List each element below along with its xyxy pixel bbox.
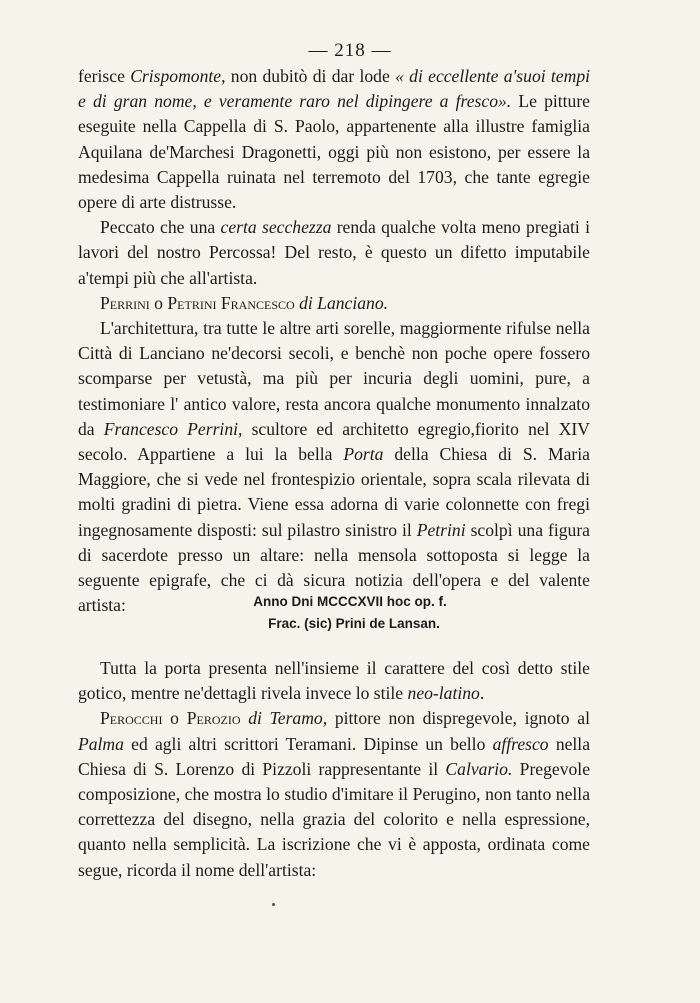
smallcaps-name: Perozio (186, 708, 241, 729)
italic-run: Palma (78, 733, 124, 754)
italic-run: Porta (343, 444, 384, 465)
inscription-line-1: Anno Dni MCCCXVII hoc op. f. (253, 594, 447, 609)
text-run: non dubitò di dar lode (225, 66, 396, 86)
text-run: Le pitture eseguite nella Cappella di S. Paolo, appartenente alla illustre famiglia Aquilana de'Marchesi Dragonetti, oggi più non esistono, per essere la medesima Cappella ruinata nel terremoto del 1703, che tante egregie opere di arte distrusse. (78, 91, 590, 213)
text-run: nella Chiesa di S. Lorenzo di Pizzoli rappresentante il (78, 733, 591, 779)
text-run: L'architettura, tra tutte le altre arti sorelle, maggiormente rifulse nella Città di Lanciano ne'decorsi secoli, e benchè non poche opere fossero scomparse per vetustà, ma più per incuria degli uomini, pure, a testimoniare l' antico valore, resta ancora qualche monumento innalzato da (78, 318, 590, 439)
inscription-epigraph (0, 591, 700, 635)
text-run: renda qualche volta meno pregiati i lavori del nostro Percossa! Del resto, è questo un difetto imputabile a'tempi più che all'artista. (78, 217, 591, 288)
text-run: . (479, 683, 485, 704)
italic-run: neo-latino (407, 683, 480, 704)
text-block-top (78, 64, 590, 618)
text-block-bottom (78, 656, 590, 883)
page-number: — 218 — (308, 40, 392, 61)
smallcaps-name: Perrini (100, 292, 150, 313)
inscription-line-2: Frac. (sic) Prini de Lansan. (268, 616, 440, 631)
paragraph-porta-gotico (78, 656, 590, 706)
text-run: Tutta la porta presenta nell'insieme il carattere del così detto stile gotico, mentre ne'dettagli rivela invece lo stile (78, 658, 590, 704)
text-run: ferisce (78, 66, 131, 86)
entry-heading-perrini (78, 291, 590, 316)
paragraph-architettura (78, 316, 590, 618)
text-run: Pregevole composizione, che mostra lo studio d'imitare il Perugino, non tanto nella correttezza del disegno, nella grazia del colorito e nella espressione, quanto nella semplicità. La iscrizione che vi è apposta, ordinata come segue, ricorda il nome dell'artista: (78, 758, 591, 880)
smallcaps-name: Petrini Francesco (167, 292, 295, 313)
text-run: pittore non dispregevole, ignoto al (327, 708, 590, 729)
text-run: scolpì una figura di sacerdote presso un altare: nella mensola sottoposta si legge la seguente epigrafe, che ci dà sicura notizia dell'opera e del valente artista: (78, 519, 590, 616)
ink-speck (272, 903, 275, 906)
paragraph-crispomonte (78, 64, 590, 215)
text-run: o (162, 708, 187, 729)
italic-run: Petrini (416, 519, 466, 540)
italic-run: di Teramo, (240, 708, 328, 729)
text-run: o (149, 292, 168, 313)
text-run: della Chiesa di S. Maria Maggiore, che si vede nel frontespizio orientale, sopra scala rilevata di molti gradini di pietra. Viene essa adorna di varie colonnette con fregi ingegnosamente disposti: sul pilastro sinistro il (78, 444, 590, 540)
smallcaps-name: Perocchi (100, 708, 163, 729)
paragraph-perocchi (78, 706, 590, 882)
italic-run: affresco (492, 733, 549, 754)
italic-run: certa secchezza (220, 217, 332, 238)
italic-run: Crispomonte, (130, 66, 226, 86)
italic-run: di Lanciano. (294, 292, 389, 313)
paragraph-secchezza (78, 215, 590, 291)
text-run: Peccato che una (100, 217, 221, 238)
italic-run: Francesco Perrini (103, 418, 239, 439)
text-run: ed agli altri scrittori Teramani. Dipinse un bello (123, 733, 493, 754)
italic-run: Calvario. (445, 758, 513, 779)
text-run: , scultore ed architetto egregio,fiorito nel XIV secolo. Appartiene a lui la bella (78, 418, 590, 465)
italic-quote: « di eccellente a'suoi tempi e di gran nome, e veramente raro nel dipingere a fresco». (78, 66, 591, 112)
